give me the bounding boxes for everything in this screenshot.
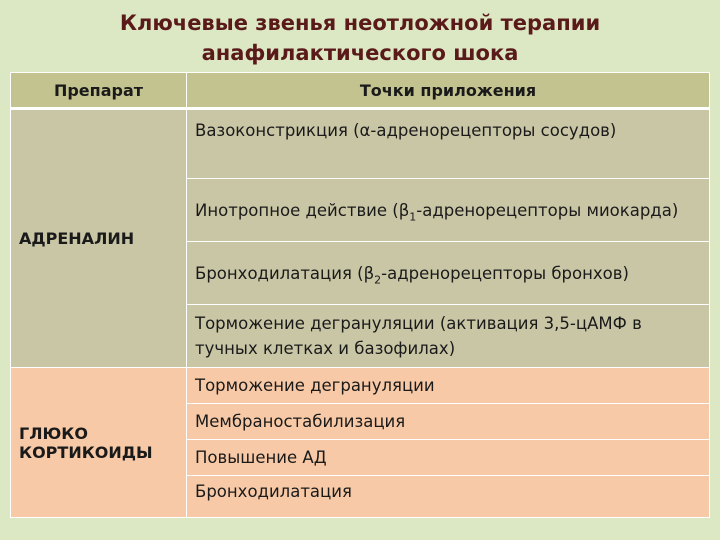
effect-text: -адренорецепторы миокарда) [416,200,679,220]
effect-cell: Бронходилатация [187,476,710,518]
drug-adrenaline: АДРЕНАЛИН [11,109,187,368]
effect-text: Бронходилатация (β [195,263,375,283]
effect-text: Инотропное действие (β [195,200,410,220]
effect-cell: Торможение дегрануляции (активация 3,5-цАМФ в тучных клетках и базофилах) [187,305,710,368]
table-header-row [11,73,710,109]
beta-subscript: 2 [374,272,382,286]
effect-cell: Мембраностабилизация [187,404,710,440]
effect-cell: Торможение дегрануляции [187,368,710,404]
therapy-table [10,72,710,518]
table-row [11,368,710,404]
slide-title [0,8,720,68]
beta-subscript: 1 [409,209,417,223]
title-line-2: анафилактического шока [201,41,519,65]
header-targets: Точки приложения [187,73,710,109]
drug-glucocorticoids [11,368,187,518]
effect-cell [187,179,710,242]
table-row [11,109,710,179]
drug-label-line-2: КОРТИКОИДЫ [19,442,153,462]
title-line-1: Ключевые звенья неотложной терапии [119,11,601,35]
effect-cell: Вазоконстрикция (α-адренорецепторы сосудов) [187,109,710,179]
effect-cell [187,242,710,305]
effect-text: -адренорецепторы бронхов) [381,263,629,283]
header-drug: Препарат [11,73,187,109]
drug-label-line-1: ГЛЮКО [19,423,88,443]
effect-cell: Повышение АД [187,440,710,476]
